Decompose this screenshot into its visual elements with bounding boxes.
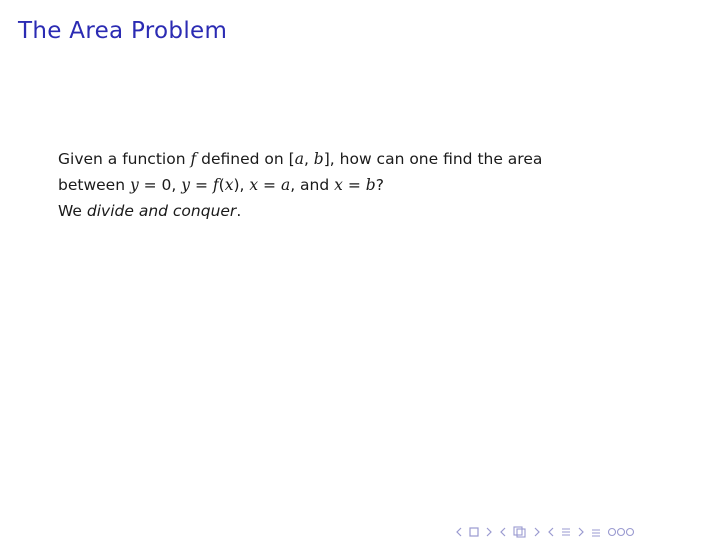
nav-subsection-right-icon[interactable] <box>533 527 541 537</box>
nav-subsection-icon[interactable] <box>513 526 527 538</box>
nav-section-left-icon[interactable] <box>547 527 555 537</box>
nav-align-icon[interactable] <box>591 527 601 537</box>
nav-frame-icon[interactable] <box>469 527 479 537</box>
nav-section-right-icon[interactable] <box>577 527 585 537</box>
nav-right-arrow-icon[interactable] <box>485 527 493 537</box>
slide-title: The Area Problem <box>18 18 228 44</box>
slide-body <box>58 146 698 224</box>
nav-search-icon[interactable] <box>607 527 635 537</box>
body-line-3: We divide and conquer. <box>58 202 242 220</box>
emphasis-text: divide and conquer <box>86 202 237 220</box>
beamer-navigation-bar <box>455 526 635 538</box>
body-line-1: Given a function f defined on [a, b], how can one find the area <box>58 150 543 168</box>
body-line-2: between y = 0, y = f(x), x = a, and x = b? <box>58 176 384 194</box>
nav-section-icon[interactable] <box>561 527 571 537</box>
nav-left-arrow-icon[interactable] <box>455 527 463 537</box>
nav-subsection-left-icon[interactable] <box>499 527 507 537</box>
